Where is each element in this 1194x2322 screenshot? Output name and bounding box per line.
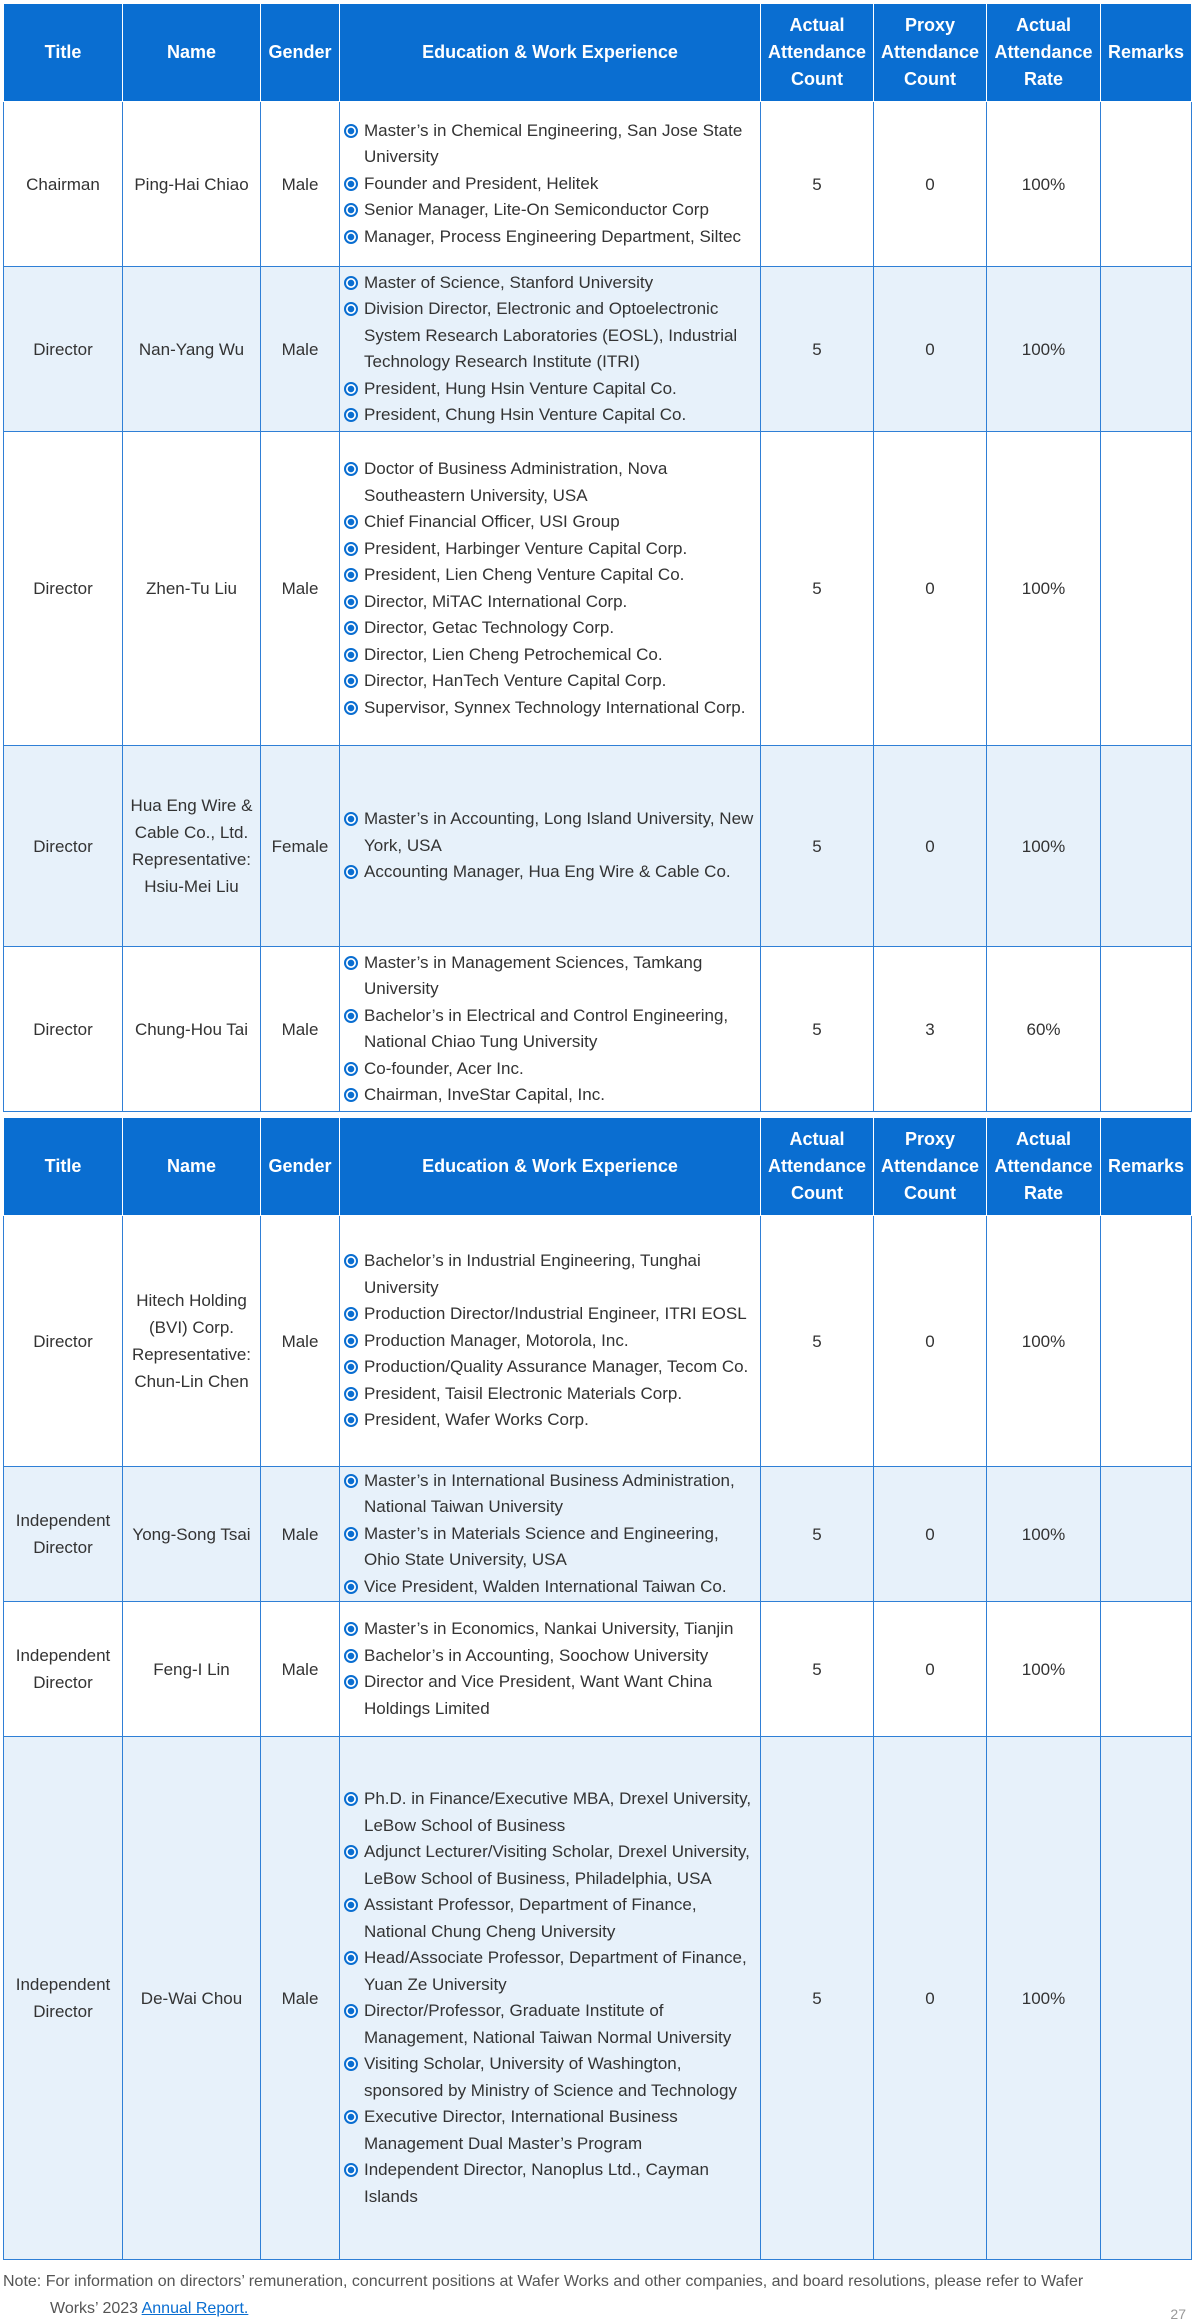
cell-remarks: [1101, 947, 1192, 1112]
experience-item: Chairman, InveStar Capital, Inc.: [340, 1082, 758, 1109]
table-row: [4, 1602, 1192, 1737]
cell-remarks: [1101, 102, 1192, 267]
cell-experience: [340, 1467, 761, 1602]
footnote: [3, 2268, 1163, 2322]
header-remarks: Remarks: [1101, 4, 1192, 102]
cell-remarks: [1101, 267, 1192, 432]
experience-list: [340, 950, 758, 1109]
experience-item: Division Director, Electronic and Optoelectronic System Research Laboratories (EOSL), Industrial Technology Research Institute (ITRI): [340, 296, 758, 376]
cell-remarks: [1101, 1216, 1192, 1467]
cell-proxy-count: 0: [874, 1602, 987, 1737]
cell-title: Director: [4, 746, 123, 947]
cell-proxy-count: 0: [874, 432, 987, 746]
cell-gender: Male: [261, 267, 340, 432]
experience-item: Director, HanTech Venture Capital Corp.: [340, 668, 758, 695]
cell-title: Director: [4, 432, 123, 746]
board-attendance-table-1: [3, 3, 1192, 1112]
cell-actual-count: 5: [761, 746, 874, 947]
header-actual-rate: Actual Attendance Rate: [987, 1118, 1101, 1216]
experience-item: President, Lien Cheng Venture Capital Co.: [340, 562, 758, 589]
cell-experience: [340, 102, 761, 267]
experience-list: [340, 270, 758, 429]
cell-gender: Male: [261, 1216, 340, 1467]
experience-item: Founder and President, Helitek: [340, 171, 758, 198]
experience-item: Visiting Scholar, University of Washington, sponsored by Ministry of Science and Technology: [340, 2051, 758, 2104]
cell-title: Chairman: [4, 102, 123, 267]
header-proxy-count: Proxy Attendance Count: [874, 4, 987, 102]
experience-item: Master’s in Materials Science and Engineering, Ohio State University, USA: [340, 1521, 758, 1574]
experience-item: Assistant Professor, Department of Finance, National Chung Cheng University: [340, 1892, 758, 1945]
cell-gender: Male: [261, 1602, 340, 1737]
table-row: [4, 267, 1192, 432]
cell-experience: [340, 1216, 761, 1467]
cell-actual-count: 5: [761, 1737, 874, 2260]
cell-actual-count: 5: [761, 267, 874, 432]
header-name: Name: [123, 4, 261, 102]
cell-actual-rate: 100%: [987, 1216, 1101, 1467]
cell-proxy-count: 0: [874, 1737, 987, 2260]
cell-actual-count: 5: [761, 1216, 874, 1467]
header-name: Name: [123, 1118, 261, 1216]
cell-name: Ping-Hai Chiao: [123, 102, 261, 267]
experience-item: Director, Lien Cheng Petrochemical Co.: [340, 642, 758, 669]
experience-item: Master of Science, Stanford University: [340, 270, 758, 297]
cell-gender: Male: [261, 432, 340, 746]
cell-experience: [340, 947, 761, 1112]
experience-item: Director and Vice President, Want Want China Holdings Limited: [340, 1669, 758, 1722]
experience-list: [340, 456, 758, 721]
experience-item: President, Taisil Electronic Materials Corp.: [340, 1381, 758, 1408]
cell-remarks: [1101, 1467, 1192, 1602]
experience-item: Director/Professor, Graduate Institute of Management, National Taiwan Normal University: [340, 1998, 758, 2051]
table-row: [4, 1216, 1192, 1467]
cell-name: Hitech Holding (BVI) Corp. Representative: Chun-Lin Chen: [123, 1216, 261, 1467]
experience-item: Master’s in Chemical Engineering, San Jose State University: [340, 118, 758, 171]
experience-item: Bachelor’s in Electrical and Control Engineering, National Chiao Tung University: [340, 1003, 758, 1056]
experience-item: Master’s in International Business Administration, National Taiwan University: [340, 1468, 758, 1521]
experience-item: Director, Getac Technology Corp.: [340, 615, 758, 642]
cell-proxy-count: 0: [874, 746, 987, 947]
cell-proxy-count: 0: [874, 1216, 987, 1467]
experience-item: Senior Manager, Lite-On Semiconductor Corp: [340, 197, 758, 224]
table-row: [4, 102, 1192, 267]
cell-gender: Female: [261, 746, 340, 947]
cell-actual-count: 5: [761, 102, 874, 267]
experience-list: [340, 1468, 758, 1601]
header-experience: Education & Work Experience: [340, 1118, 761, 1216]
page-number: 27: [1170, 2306, 1186, 2322]
cell-actual-count: 5: [761, 1602, 874, 1737]
cell-remarks: [1101, 1602, 1192, 1737]
cell-title: Director: [4, 947, 123, 1112]
experience-item: Master’s in Accounting, Long Island University, New York, USA: [340, 806, 758, 859]
cell-gender: Male: [261, 947, 340, 1112]
header-actual-count: Actual Attendance Count: [761, 4, 874, 102]
table-row: [4, 1737, 1192, 2260]
experience-item: Master’s in Economics, Nankai University, Tianjin: [340, 1616, 758, 1643]
cell-title: Independent Director: [4, 1737, 123, 2260]
footnote-line-2: [3, 2295, 1163, 2322]
cell-remarks: [1101, 746, 1192, 947]
experience-item: Co-founder, Acer Inc.: [340, 1056, 758, 1083]
table-header-row: [4, 1118, 1192, 1216]
cell-remarks: [1101, 432, 1192, 746]
experience-list: [340, 1786, 758, 2210]
table-row: [4, 746, 1192, 947]
table-row: [4, 947, 1192, 1112]
cell-proxy-count: 3: [874, 947, 987, 1112]
cell-name: Hua Eng Wire & Cable Co., Ltd. Representative: Hsiu-Mei Liu: [123, 746, 261, 947]
cell-title: Director: [4, 1216, 123, 1467]
cell-actual-rate: 100%: [987, 746, 1101, 947]
header-remarks: Remarks: [1101, 1118, 1192, 1216]
experience-item: Head/Associate Professor, Department of Finance, Yuan Ze University: [340, 1945, 758, 1998]
experience-item: Independent Director, Nanoplus Ltd., Cayman Islands: [340, 2157, 758, 2210]
annual-report-link[interactable]: Annual Report.: [141, 2300, 249, 2317]
cell-name: Zhen-Tu Liu: [123, 432, 261, 746]
experience-item: Bachelor’s in Accounting, Soochow University: [340, 1643, 758, 1670]
cell-actual-rate: 100%: [987, 432, 1101, 746]
cell-title: Independent Director: [4, 1467, 123, 1602]
table-header-row: [4, 4, 1192, 102]
cell-title: Independent Director: [4, 1602, 123, 1737]
experience-item: Supervisor, Synnex Technology International Corp.: [340, 695, 758, 722]
cell-actual-rate: 100%: [987, 1602, 1101, 1737]
experience-item: President, Hung Hsin Venture Capital Co.: [340, 376, 758, 403]
experience-item: Adjunct Lecturer/Visiting Scholar, Drexel University, LeBow School of Business, Philadelphia, USA: [340, 1839, 758, 1892]
footnote-line-1: Note: For information on directors’ remuneration, concurrent positions at Wafer Works and other companies, and board resolutions, please refer to Wafer: [3, 2273, 1084, 2290]
experience-item: President, Wafer Works Corp.: [340, 1407, 758, 1434]
experience-item: Director, MiTAC International Corp.: [340, 589, 758, 616]
experience-item: Production/Quality Assurance Manager, Tecom Co.: [340, 1354, 758, 1381]
cell-experience: [340, 746, 761, 947]
experience-item: Chief Financial Officer, USI Group: [340, 509, 758, 536]
cell-proxy-count: 0: [874, 1467, 987, 1602]
cell-actual-count: 5: [761, 432, 874, 746]
cell-actual-rate: 100%: [987, 267, 1101, 432]
experience-list: [340, 118, 758, 251]
cell-actual-rate: 100%: [987, 102, 1101, 267]
cell-actual-rate: 100%: [987, 1467, 1101, 1602]
cell-proxy-count: 0: [874, 267, 987, 432]
cell-actual-count: 5: [761, 1467, 874, 1602]
header-proxy-count: Proxy Attendance Count: [874, 1118, 987, 1216]
cell-gender: Male: [261, 1737, 340, 2260]
experience-item: Master’s in Management Sciences, Tamkang University: [340, 950, 758, 1003]
footnote-line-2-text: Works’ 2023: [50, 2300, 142, 2317]
cell-remarks: [1101, 1737, 1192, 2260]
cell-name: Chung-Hou Tai: [123, 947, 261, 1112]
table-row: [4, 1467, 1192, 1602]
header-title: Title: [4, 1118, 123, 1216]
header-title: Title: [4, 4, 123, 102]
experience-item: Bachelor’s in Industrial Engineering, Tunghai University: [340, 1248, 758, 1301]
cell-name: Nan-Yang Wu: [123, 267, 261, 432]
cell-gender: Male: [261, 102, 340, 267]
experience-list: [340, 1248, 758, 1434]
table-row: [4, 432, 1192, 746]
experience-item: President, Harbinger Venture Capital Corp.: [340, 536, 758, 563]
cell-name: Feng-I Lin: [123, 1602, 261, 1737]
experience-item: Doctor of Business Administration, Nova Southeastern University, USA: [340, 456, 758, 509]
cell-experience: [340, 267, 761, 432]
header-gender: Gender: [261, 4, 340, 102]
experience-item: Accounting Manager, Hua Eng Wire & Cable Co.: [340, 859, 758, 886]
experience-item: Vice President, Walden International Taiwan Co.: [340, 1574, 758, 1601]
experience-list: [340, 806, 758, 886]
board-attendance-table-2: [3, 1117, 1192, 2260]
cell-experience: [340, 432, 761, 746]
experience-item: Ph.D. in Finance/Executive MBA, Drexel University, LeBow School of Business: [340, 1786, 758, 1839]
cell-title: Director: [4, 267, 123, 432]
header-experience: Education & Work Experience: [340, 4, 761, 102]
cell-actual-count: 5: [761, 947, 874, 1112]
experience-item: Production Manager, Motorola, Inc.: [340, 1328, 758, 1355]
experience-item: Executive Director, International Business Management Dual Master’s Program: [340, 2104, 758, 2157]
experience-item: Manager, Process Engineering Department, Siltec: [340, 224, 758, 251]
cell-name: De-Wai Chou: [123, 1737, 261, 2260]
experience-item: Production Director/Industrial Engineer, ITRI EOSL: [340, 1301, 758, 1328]
experience-item: President, Chung Hsin Venture Capital Co.: [340, 402, 758, 429]
cell-proxy-count: 0: [874, 102, 987, 267]
cell-name: Yong-Song Tsai: [123, 1467, 261, 1602]
header-actual-rate: Actual Attendance Rate: [987, 4, 1101, 102]
cell-experience: [340, 1602, 761, 1737]
cell-gender: Male: [261, 1467, 340, 1602]
header-gender: Gender: [261, 1118, 340, 1216]
cell-actual-rate: 60%: [987, 947, 1101, 1112]
header-actual-count: Actual Attendance Count: [761, 1118, 874, 1216]
cell-actual-rate: 100%: [987, 1737, 1101, 2260]
cell-experience: [340, 1737, 761, 2260]
experience-list: [340, 1616, 758, 1722]
